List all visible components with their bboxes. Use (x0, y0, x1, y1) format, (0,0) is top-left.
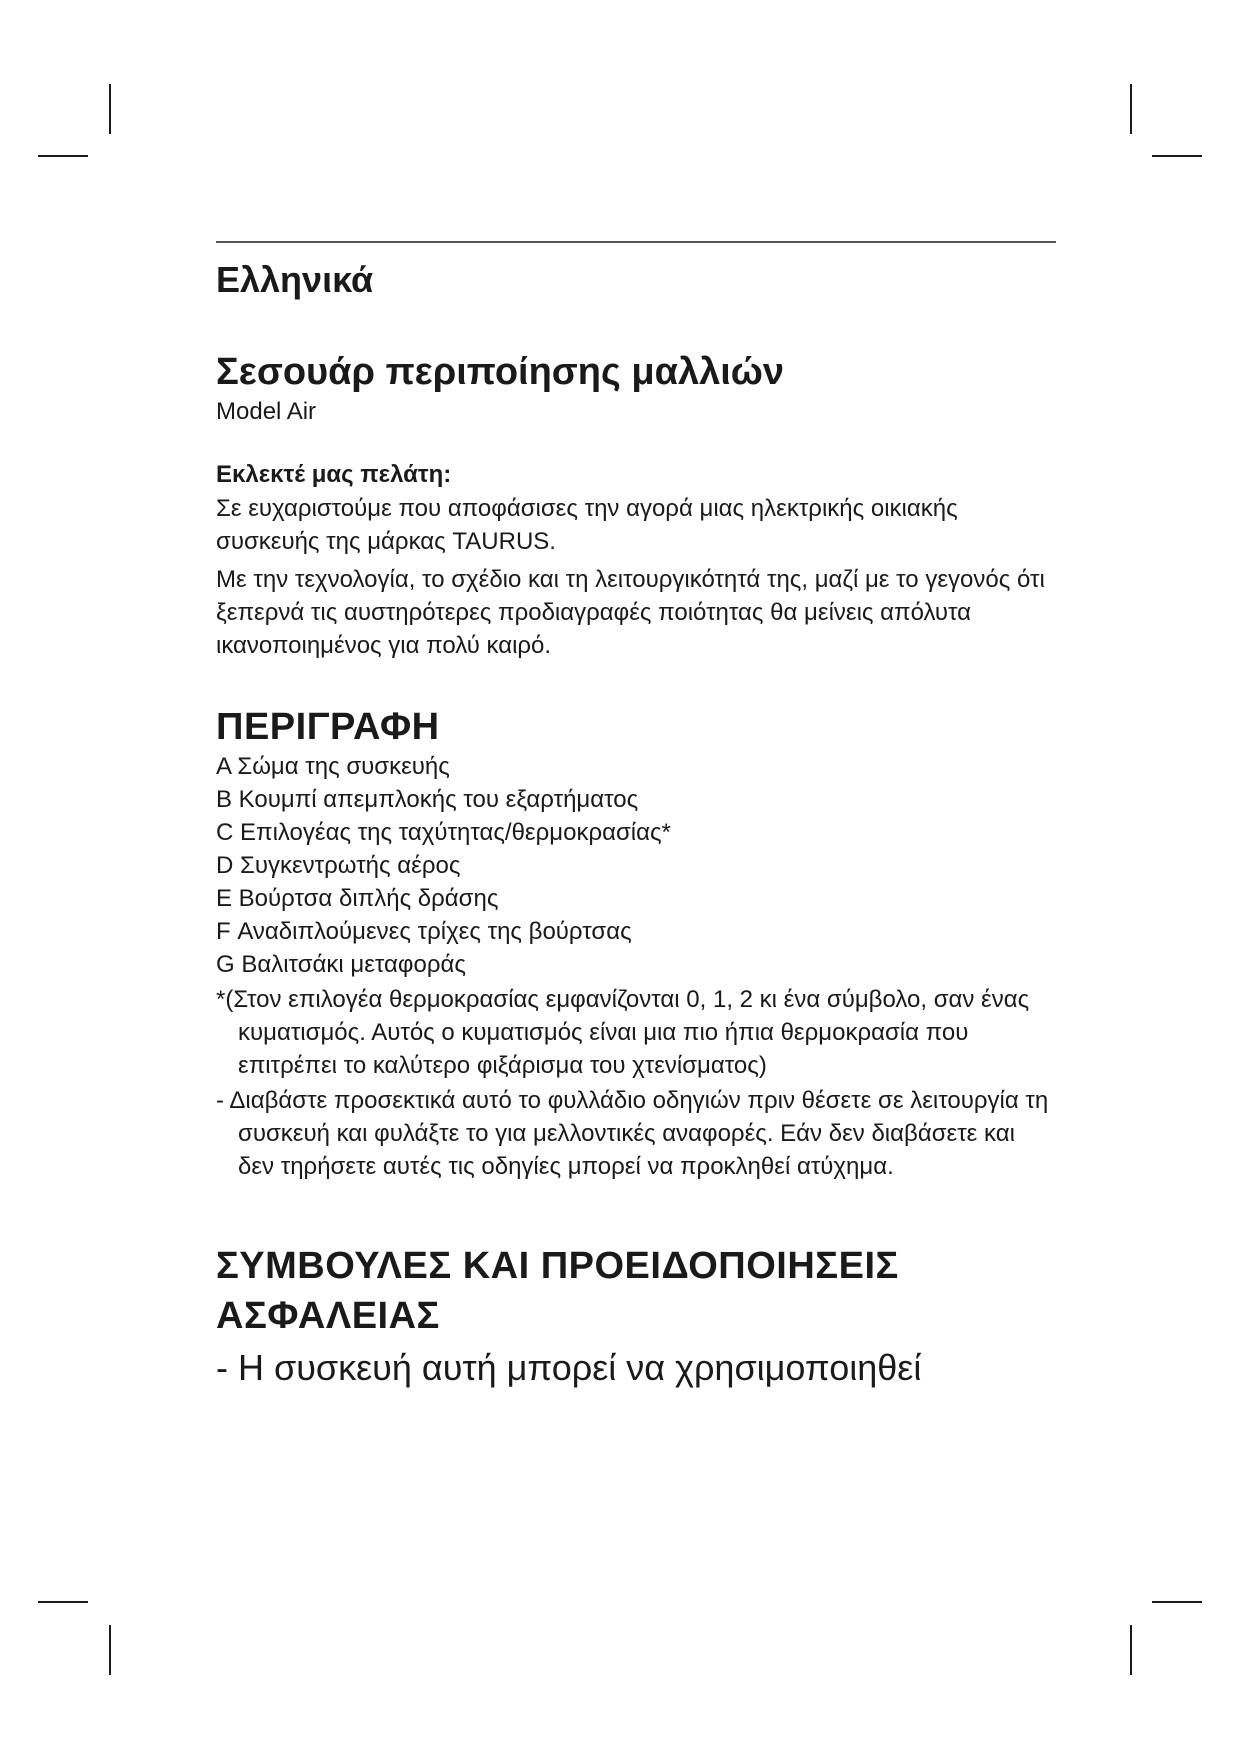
header-rule (216, 241, 1056, 243)
parts-list-item: C Επιλογέας της ταχύτητας/θερμοκρασίας* (216, 819, 671, 846)
crop-mark-bottom-right-horizontal (1152, 1601, 1202, 1603)
description-heading: ΠΕΡΙΓΡΑΦΗ (216, 706, 440, 748)
crop-mark-bottom-left-vertical (109, 1625, 111, 1675)
safety-heading (216, 1241, 1056, 1341)
temperature-note: *(Στον επιλογέα θερμοκρασίας εμφανίζονται 0, 1, 2 κι ένα σύμβολο, σαν ένας κυματισμός. Αυτός ο κυματισμός είναι μια πιο ήπια θερμοκρασία που επιτρέπει το καλύτερο φιξάρισμα του χτενίσματος) (216, 986, 1030, 1079)
language-heading: Ελληνικά (216, 259, 374, 300)
customer-greeting: Εκλεκτέ μας πελάτη: (216, 461, 452, 488)
crop-mark-top-right-vertical (1130, 84, 1132, 134)
parts-list-item: B Κουμπί απεμπλοκής του εξαρτήματος (216, 786, 639, 813)
crop-mark-bottom-left-horizontal (38, 1601, 88, 1603)
crop-mark-top-left-vertical (109, 84, 111, 134)
parts-list-item: A Σώμα της συσκευής (216, 753, 450, 780)
model-name: Model Air (216, 398, 317, 425)
parts-list-item: E Βούρτσα διπλής δράσης (216, 885, 499, 912)
parts-list-item: F Αναδιπλούμενες τρίχες της βούρτσας (216, 918, 632, 945)
intro-paragraph: Σε ευχαριστούμε που αποφάσισες την αγορά μιας ηλεκτρικής οικιακής συσκευής της μάρκας TAURUS. (216, 495, 958, 555)
crop-mark-bottom-right-vertical (1130, 1625, 1132, 1675)
read-instructions-note: - Διαβάστε προσεκτικά αυτό το φυλλάδιο οδηγιών πριν θέσετε σε λειτουργία τη συσκευή και φυλάξτε το για μελλοντικές αναφορές. Εάν δεν διαβάσετε και δεν τηρήσετε αυτές τις οδηγίες μπορεί να προκληθεί ατύχημα. (216, 1087, 1049, 1180)
parts-list-item: D Συγκεντρωτής αέρος (216, 852, 461, 879)
product-title: Σεσουάρ περιποίησης μαλλιών (216, 351, 784, 393)
page-content (216, 256, 1056, 1393)
parts-list-item: G Βαλιτσάκι μεταφοράς (216, 951, 466, 978)
crop-mark-top-left-horizontal (38, 155, 88, 157)
safety-first-item: - Η συσκευή αυτή μπορεί να χρησιμοποιηθεί (216, 1347, 922, 1388)
safety-heading-line: ΣΥΜΒΟΥΛΕΣ ΚΑΙ ΠΡΟΕΙΔΟΠΟΙΗΣΕΙΣ (216, 1245, 899, 1287)
parts-list (216, 750, 1056, 981)
crop-mark-top-right-horizontal (1152, 155, 1202, 157)
intro-paragraph: Με την τεχνολογία, το σχέδιο και τη λειτουργικότητά της, μαζί με το γεγονός ότι ξεπερνά τις αυστηρότερες προδιαγραφές ποιότητας θα μείνεις απόλυτα ικανοποιημένος για πολύ καιρό. (216, 566, 1045, 659)
safety-heading-line: ΑΣΦΑΛΕΙΑΣ (216, 1295, 440, 1337)
